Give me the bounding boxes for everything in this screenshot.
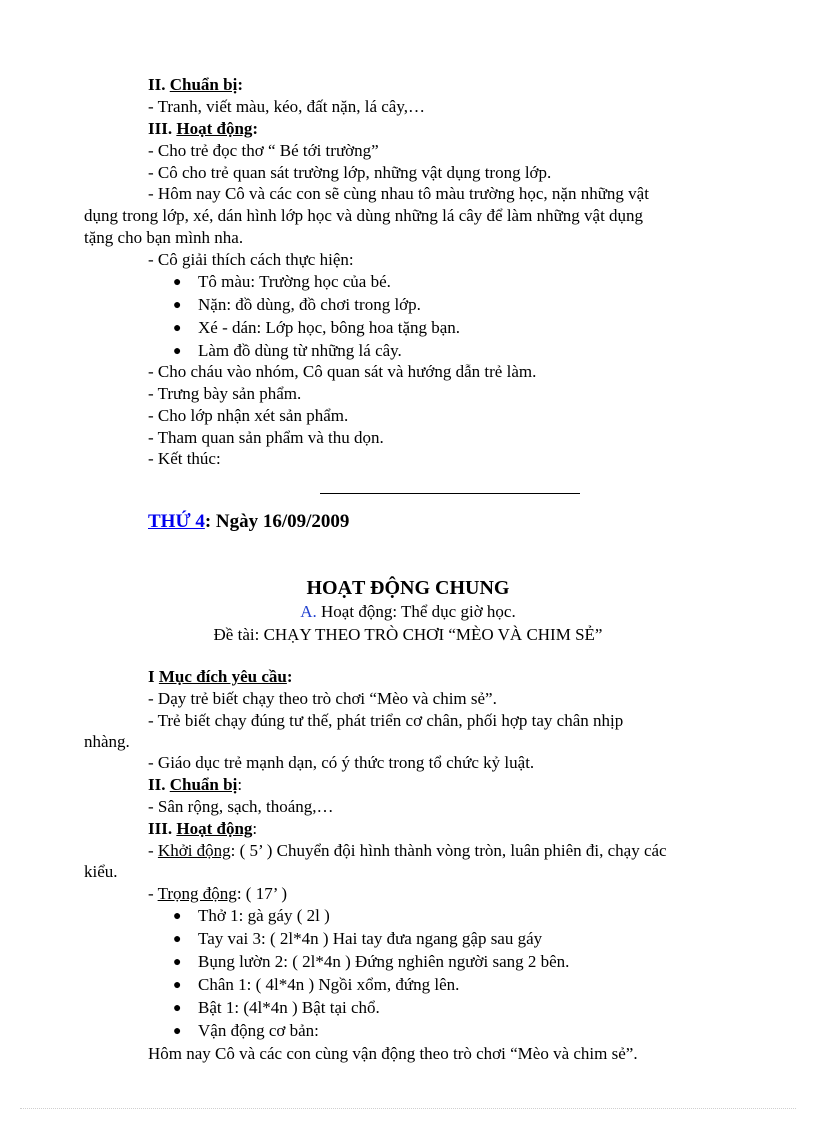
page-bottom-border <box>20 1108 796 1109</box>
day-heading: THỨ 4: Ngày 16/09/2009 <box>148 511 350 532</box>
day-link[interactable]: THỨ 4 <box>148 511 205 532</box>
bullet-item: Thở 1: gà gáy ( 2l ) <box>198 906 330 925</box>
text-line: kiểu. <box>84 862 118 881</box>
text-line: - Cho cháu vào nhóm, Cô quan sát và hướng dẫn trẻ làm. <box>148 362 537 381</box>
bullet-item: Xé - dán: Lớp học, bông hoa tặng bạn. <box>198 318 461 337</box>
text-line: - Cô cho trẻ quan sát trường lớp, những vật dụng trong lớp. <box>148 163 552 182</box>
bullet-item: Chân 1: ( 4l*4n ) Ngồi xổm, đứng lên. <box>198 975 460 994</box>
bullet-dot: ● <box>173 275 182 290</box>
bullet-dot: ● <box>173 978 182 993</box>
paragraph-line: - Hôm nay Cô và các con sẽ cùng nhau tô màu trường học, nặn những vật <box>148 184 649 203</box>
heading-chuan-bi: II. Chuẩn bị: <box>148 75 243 94</box>
heading-chuan-bi-2: II. Chuẩn bị: <box>148 775 243 794</box>
text-line: - Dạy trẻ biết chạy theo trò chơi “Mèo và chim sẻ”. <box>148 689 497 708</box>
paragraph-line: tặng cho bạn mình nha. <box>84 228 244 247</box>
text-line: - Trẻ biết chạy đúng tư thế, phát triển cơ chân, phối hợp tay chân nhịp <box>148 711 624 730</box>
khoi-dong-line: - Khởi động: ( 5’ ) Chuyển đội hình thành vòng tròn, luân phiên đi, chạy các <box>148 841 667 860</box>
divider-rule <box>320 493 580 494</box>
bullet-dot: ● <box>173 298 182 313</box>
bullet-dot: ● <box>173 1024 182 1039</box>
text-line: - Trưng bày sản phẩm. <box>148 384 302 403</box>
text-line: - Tranh, viết màu, kéo, đất nặn, lá cây,… <box>148 97 425 116</box>
text-line: - Sân rộng, sạch, thoáng,… <box>148 797 334 816</box>
bullet-item: Làm đồ dùng từ những lá cây. <box>198 341 402 360</box>
paragraph-line: dụng trong lớp, xé, dán hình lớp học và dùng những lá cây để làm những vật dụng <box>84 206 644 225</box>
heading-hoat-dong-2: III. Hoạt động: <box>148 819 258 838</box>
bullet-item: Tô màu: Trường học của bé. <box>198 272 391 291</box>
bullet-item: Bật 1: (4l*4n ) Bật tại chổ. <box>198 998 380 1017</box>
bullet-dot: ● <box>173 955 182 970</box>
text-line: - Giáo dục trẻ mạnh dạn, có ý thức trong tổ chức kỷ luật. <box>148 753 535 772</box>
bullet-item: Vận động cơ bản: <box>198 1021 319 1040</box>
bullet-item: Bụng lườn 2: ( 2l*4n ) Đứng nghiên người sang 2 bên. <box>198 952 570 971</box>
bullet-dot: ● <box>173 932 182 947</box>
bullet-dot: ● <box>173 909 182 924</box>
bullet-dot: ● <box>173 1001 182 1016</box>
bullet-dot: ● <box>173 344 182 359</box>
trong-dong-line: - Trọng động: ( 17’ ) <box>148 884 288 903</box>
heading-muc-dich: I Mục đích yêu cầu: <box>148 667 293 686</box>
heading-hoat-dong: III. Hoạt động: <box>148 119 259 138</box>
text-line: - Cô giải thích cách thực hiện: <box>148 250 354 269</box>
activity-title: HOẠT ĐỘNG CHUNG <box>306 577 510 599</box>
bullet-item: Nặn: đồ dùng, đồ chơi trong lớp. <box>198 295 421 314</box>
text-line: - Cho lớp nhận xét sản phẩm. <box>148 406 349 425</box>
text-line: - Tham quan sản phẩm và thu dọn. <box>148 428 384 447</box>
bullet-dot: ● <box>173 321 182 336</box>
activity-topic: Đề tài: CHẠY THEO TRÒ CHƠI “MÈO VÀ CHIM SẺ” <box>213 625 603 644</box>
text-line: - Kết thúc: <box>148 449 221 468</box>
text-line: - Cho trẻ đọc thơ “ Bé tới trường” <box>148 141 379 160</box>
bullet-item: Tay vai 3: ( 2l*4n ) Hai tay đưa ngang gập sau gáy <box>198 929 543 948</box>
text-line: nhàng. <box>84 732 130 751</box>
activity-subtitle: A. Hoạt động: Thể dục giờ học. <box>300 602 516 621</box>
closing-line: Hôm nay Cô và các con cùng vận động theo trò chơi “Mèo và chim sẻ”. <box>148 1044 638 1063</box>
